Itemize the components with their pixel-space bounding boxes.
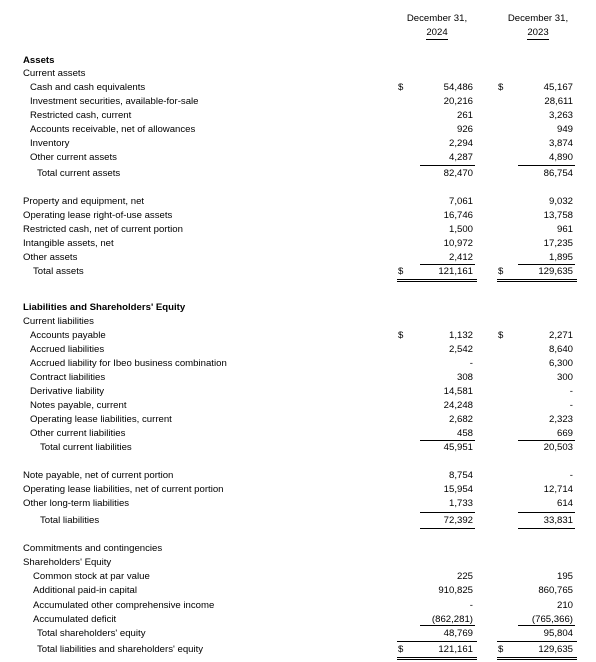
row-label: Operating lease liabilities, net of current portion [23, 484, 224, 495]
column-header-2023-year: 2023 [527, 27, 549, 38]
value-2024: 7,061 [448, 196, 473, 207]
row-label: Accumulated other comprehensive income [33, 600, 215, 611]
value-2024: 121,161 [438, 644, 473, 655]
value-2024: 82,470 [443, 168, 473, 179]
subtotal-rule [518, 264, 575, 265]
row-label: Additional paid-in capital [33, 585, 137, 596]
row-label: Operating lease liabilities, current [30, 414, 172, 425]
row-label: Total current assets [37, 168, 121, 179]
row-intangible-assets [0, 237, 596, 251]
row-shareholders-equity [0, 556, 596, 570]
value-2023: 4,890 [548, 152, 573, 163]
value-2023: 1,895 [548, 252, 573, 263]
row-total-current-liabilities [0, 441, 596, 455]
row-label: Assets [23, 55, 55, 66]
value-2023: - [569, 470, 573, 481]
row-operating-lease-rou-assets [0, 209, 596, 223]
row-label: Common stock at par value [33, 571, 150, 582]
row-label: Total current liabilities [40, 442, 132, 453]
value-2023: 2,271 [548, 330, 573, 341]
value-2024: 308 [456, 372, 473, 383]
value-2023: 860,765 [538, 585, 573, 596]
value-2023: 86,754 [543, 168, 573, 179]
currency-symbol: $ [398, 330, 404, 341]
row-total-liabilities-and-equity [0, 643, 596, 657]
value-2024: 261 [456, 110, 473, 121]
row-accounts-payable [0, 329, 596, 343]
value-2024: - [469, 600, 473, 611]
value-2024: 2,412 [448, 252, 473, 263]
value-2024: 54,486 [443, 82, 473, 93]
row-notes-payable-current [0, 399, 596, 413]
row-investment-securities [0, 95, 596, 109]
row-restricted-cash-current [0, 109, 596, 123]
row-label: Cash and cash equivalents [30, 82, 146, 93]
column-header-2024-year: 2024 [426, 27, 448, 38]
row-label: Notes payable, current [30, 400, 127, 411]
value-2023: 8,640 [548, 344, 573, 355]
value-2023: 614 [556, 498, 573, 509]
row-other-assets [0, 251, 596, 265]
value-2023: 3,874 [548, 138, 573, 149]
row-label: Current assets [23, 68, 86, 79]
column-header-2023 [498, 12, 578, 40]
currency-symbol: $ [498, 266, 504, 277]
value-2024: 121,161 [438, 266, 473, 277]
row-label: Restricted cash, current [30, 110, 132, 121]
total-rule [397, 657, 477, 658]
row-note-payable-noncurrent [0, 469, 596, 483]
subtotal-rule [420, 440, 475, 441]
row-accrued-liability-ibeo [0, 357, 596, 371]
row-assets [0, 54, 596, 68]
row-cash-and-cash-equivalents [0, 81, 596, 95]
currency-symbol: $ [498, 330, 504, 341]
row-operating-lease-liabilities-current [0, 413, 596, 427]
value-2023: 669 [556, 428, 573, 439]
row-label: Investment securities, available-for-sale [30, 96, 199, 107]
row-label: Current liabilities [23, 316, 94, 327]
row-additional-paid-in-capital [0, 584, 596, 598]
subtotal-rule [420, 528, 475, 529]
row-label: Total liabilities and shareholders' equity [37, 644, 204, 655]
row-other-current-assets [0, 151, 596, 165]
row-total-shareholders-equity [0, 627, 596, 641]
value-2024: 1,733 [448, 498, 473, 509]
value-2024: 72,392 [443, 515, 473, 526]
value-2023: - [569, 400, 573, 411]
row-label: Other long-term liabilities [23, 498, 130, 509]
row-label: Operating lease right-of-use assets [23, 210, 173, 221]
total-rule [497, 657, 577, 658]
row-operating-lease-liabilities-noncurrent [0, 483, 596, 497]
total-rule [397, 659, 477, 660]
value-2023: 95,804 [543, 628, 573, 639]
value-2024: 926 [456, 124, 473, 135]
value-2023: 17,235 [543, 238, 573, 249]
row-label: Intangible assets, net [23, 238, 114, 249]
value-2024: 24,248 [443, 400, 473, 411]
total-rule [497, 659, 577, 660]
row-label: Liabilities and Shareholders' Equity [23, 302, 186, 313]
row-label: Accrued liability for Ibeo business combination [30, 358, 227, 369]
row-other-long-term-liabilities [0, 497, 596, 511]
row-common-stock [0, 570, 596, 584]
value-2023: 33,831 [543, 515, 573, 526]
value-2023: 2,323 [548, 414, 573, 425]
subtotal-rule [518, 625, 575, 626]
value-2024: 14,581 [443, 386, 473, 397]
total-rule [397, 281, 477, 282]
value-2024: 2,682 [448, 414, 473, 425]
value-2024: 458 [456, 428, 473, 439]
row-label: Commitments and contingencies [23, 543, 163, 554]
value-2023: 12,714 [543, 484, 573, 495]
row-commitments [0, 542, 596, 556]
row-label: Total assets [33, 266, 84, 277]
row-label: Accrued liabilities [30, 344, 105, 355]
column-header-2024-line1: December 31, [406, 13, 468, 24]
subtotal-rule [518, 440, 575, 441]
total-rule [497, 281, 577, 282]
row-liabilities-and-equity [0, 301, 596, 315]
value-2024: 4,287 [448, 152, 473, 163]
value-2024: 45,951 [443, 442, 473, 453]
currency-symbol: $ [398, 644, 404, 655]
value-2024: 48,769 [443, 628, 473, 639]
value-2024: 15,954 [443, 484, 473, 495]
value-2023: (765,366) [531, 614, 573, 625]
row-accounts-receivable [0, 123, 596, 137]
row-label: Derivative liability [30, 386, 105, 397]
value-2024: 8,754 [448, 470, 473, 481]
row-aoci [0, 599, 596, 613]
currency-symbol: $ [498, 82, 504, 93]
row-label: Inventory [30, 138, 70, 149]
subtotal-rule [420, 625, 475, 626]
subtotal-rule [420, 165, 475, 166]
value-2024: 16,746 [443, 210, 473, 221]
total-rule [397, 641, 477, 642]
value-2023: - [569, 386, 573, 397]
subtotal-rule [518, 512, 575, 513]
currency-symbol: $ [398, 82, 404, 93]
row-label: Property and equipment, net [23, 196, 145, 207]
value-2023: 45,167 [543, 82, 573, 93]
row-label: Accounts receivable, net of allowances [30, 124, 196, 135]
currency-symbol: $ [398, 266, 404, 277]
value-2023: 300 [556, 372, 573, 383]
row-label: Other assets [23, 252, 78, 263]
value-2024: 2,294 [448, 138, 473, 149]
row-label: Restricted cash, net of current portion [23, 224, 183, 235]
row-accumulated-deficit [0, 613, 596, 627]
row-label: Contract liabilities [30, 372, 106, 383]
value-2024: - [469, 358, 473, 369]
subtotal-rule [420, 512, 475, 513]
row-label: Other current liabilities [30, 428, 126, 439]
row-inventory [0, 137, 596, 151]
column-header-2023-line1: December 31, [507, 13, 569, 24]
value-2023: 20,503 [543, 442, 573, 453]
total-rule [497, 279, 577, 280]
value-2024: (862,281) [431, 614, 473, 625]
row-label: Accounts payable [30, 330, 106, 341]
row-accrued-liabilities [0, 343, 596, 357]
row-total-current-assets [0, 167, 596, 181]
row-label: Shareholders' Equity [23, 557, 112, 568]
total-rule [497, 641, 577, 642]
row-label: Total shareholders' equity [37, 628, 146, 639]
row-current-assets [0, 67, 596, 81]
subtotal-rule [518, 528, 575, 529]
row-restricted-cash-noncurrent [0, 223, 596, 237]
value-2023: 961 [556, 224, 573, 235]
value-2023: 210 [556, 600, 573, 611]
value-2023: 3,263 [548, 110, 573, 121]
value-2023: 6,300 [548, 358, 573, 369]
row-derivative-liability [0, 385, 596, 399]
row-label: Accumulated deficit [33, 614, 117, 625]
row-label: Other current assets [30, 152, 117, 163]
total-rule [397, 279, 477, 280]
value-2023: 949 [556, 124, 573, 135]
column-header-2024 [398, 12, 476, 40]
value-2024: 225 [456, 571, 473, 582]
value-2024: 10,972 [443, 238, 473, 249]
currency-symbol: $ [498, 644, 504, 655]
value-2024: 20,216 [443, 96, 473, 107]
value-2023: 13,758 [543, 210, 573, 221]
subtotal-rule [420, 264, 475, 265]
row-total-liabilities [0, 514, 596, 528]
value-2023: 9,032 [548, 196, 573, 207]
value-2023: 195 [556, 571, 573, 582]
row-label: Note payable, net of current portion [23, 470, 174, 481]
row-contract-liabilities [0, 371, 596, 385]
row-label: Total liabilities [40, 515, 100, 526]
row-property-and-equipment [0, 195, 596, 209]
subtotal-rule [518, 165, 575, 166]
value-2023: 129,635 [538, 266, 573, 277]
value-2024: 910,825 [438, 585, 473, 596]
row-other-current-liabilities [0, 427, 596, 441]
value-2024: 1,132 [448, 330, 473, 341]
value-2024: 2,542 [448, 344, 473, 355]
row-total-assets [0, 265, 596, 279]
value-2023: 129,635 [538, 644, 573, 655]
row-current-liabilities [0, 315, 596, 329]
value-2023: 28,611 [544, 96, 573, 107]
value-2024: 1,500 [448, 224, 473, 235]
